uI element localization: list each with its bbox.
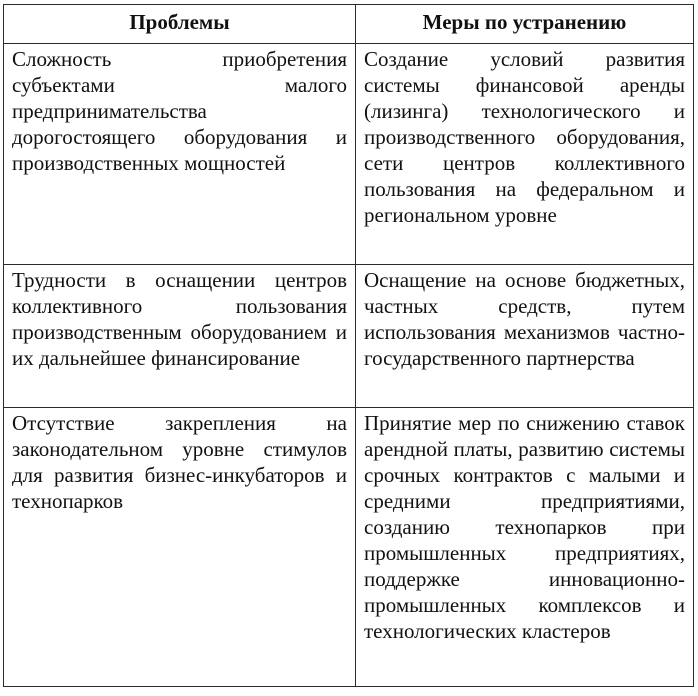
measure-cell: Принятие мер по снижению ставок арендной платы, развитию системы срочных контрактов с малыми и средними предприятиями, созданию технопарков при промышленных предприятиях, поддержке инновационно-промышленных комплексов и технологических кластеров: [356, 408, 694, 687]
problem-cell: Отсутствие закрепления на законодательном уровне стимулов для развития бизнес-инкубаторов и технопарков: [4, 408, 356, 687]
header-row: [4, 5, 694, 44]
table-row: [4, 44, 694, 265]
measure-cell: Создание условий развития системы финансовой аренды (лизинга) технологического и производственного оборудования, сети центров коллективного пользования на федеральном и региональном уровне: [356, 44, 694, 265]
problems-measures-table: [3, 4, 694, 687]
header-measures: Меры по устранению: [356, 5, 694, 44]
problem-cell: Сложность приобретения субъектами малого предпринимательства дорогостоящего оборудования и производственных мощностей: [4, 44, 356, 265]
problem-cell: Трудности в оснащении центров коллективного пользования производственным оборудованием и их дальнейшее финансирование: [4, 265, 356, 408]
header-problems: Проблемы: [4, 5, 356, 44]
table-row: [4, 408, 694, 687]
measure-cell: Оснащение на основе бюджетных, частных средств, путем использования механизмов частно-государственного партнерства: [356, 265, 694, 408]
table-row: [4, 265, 694, 408]
